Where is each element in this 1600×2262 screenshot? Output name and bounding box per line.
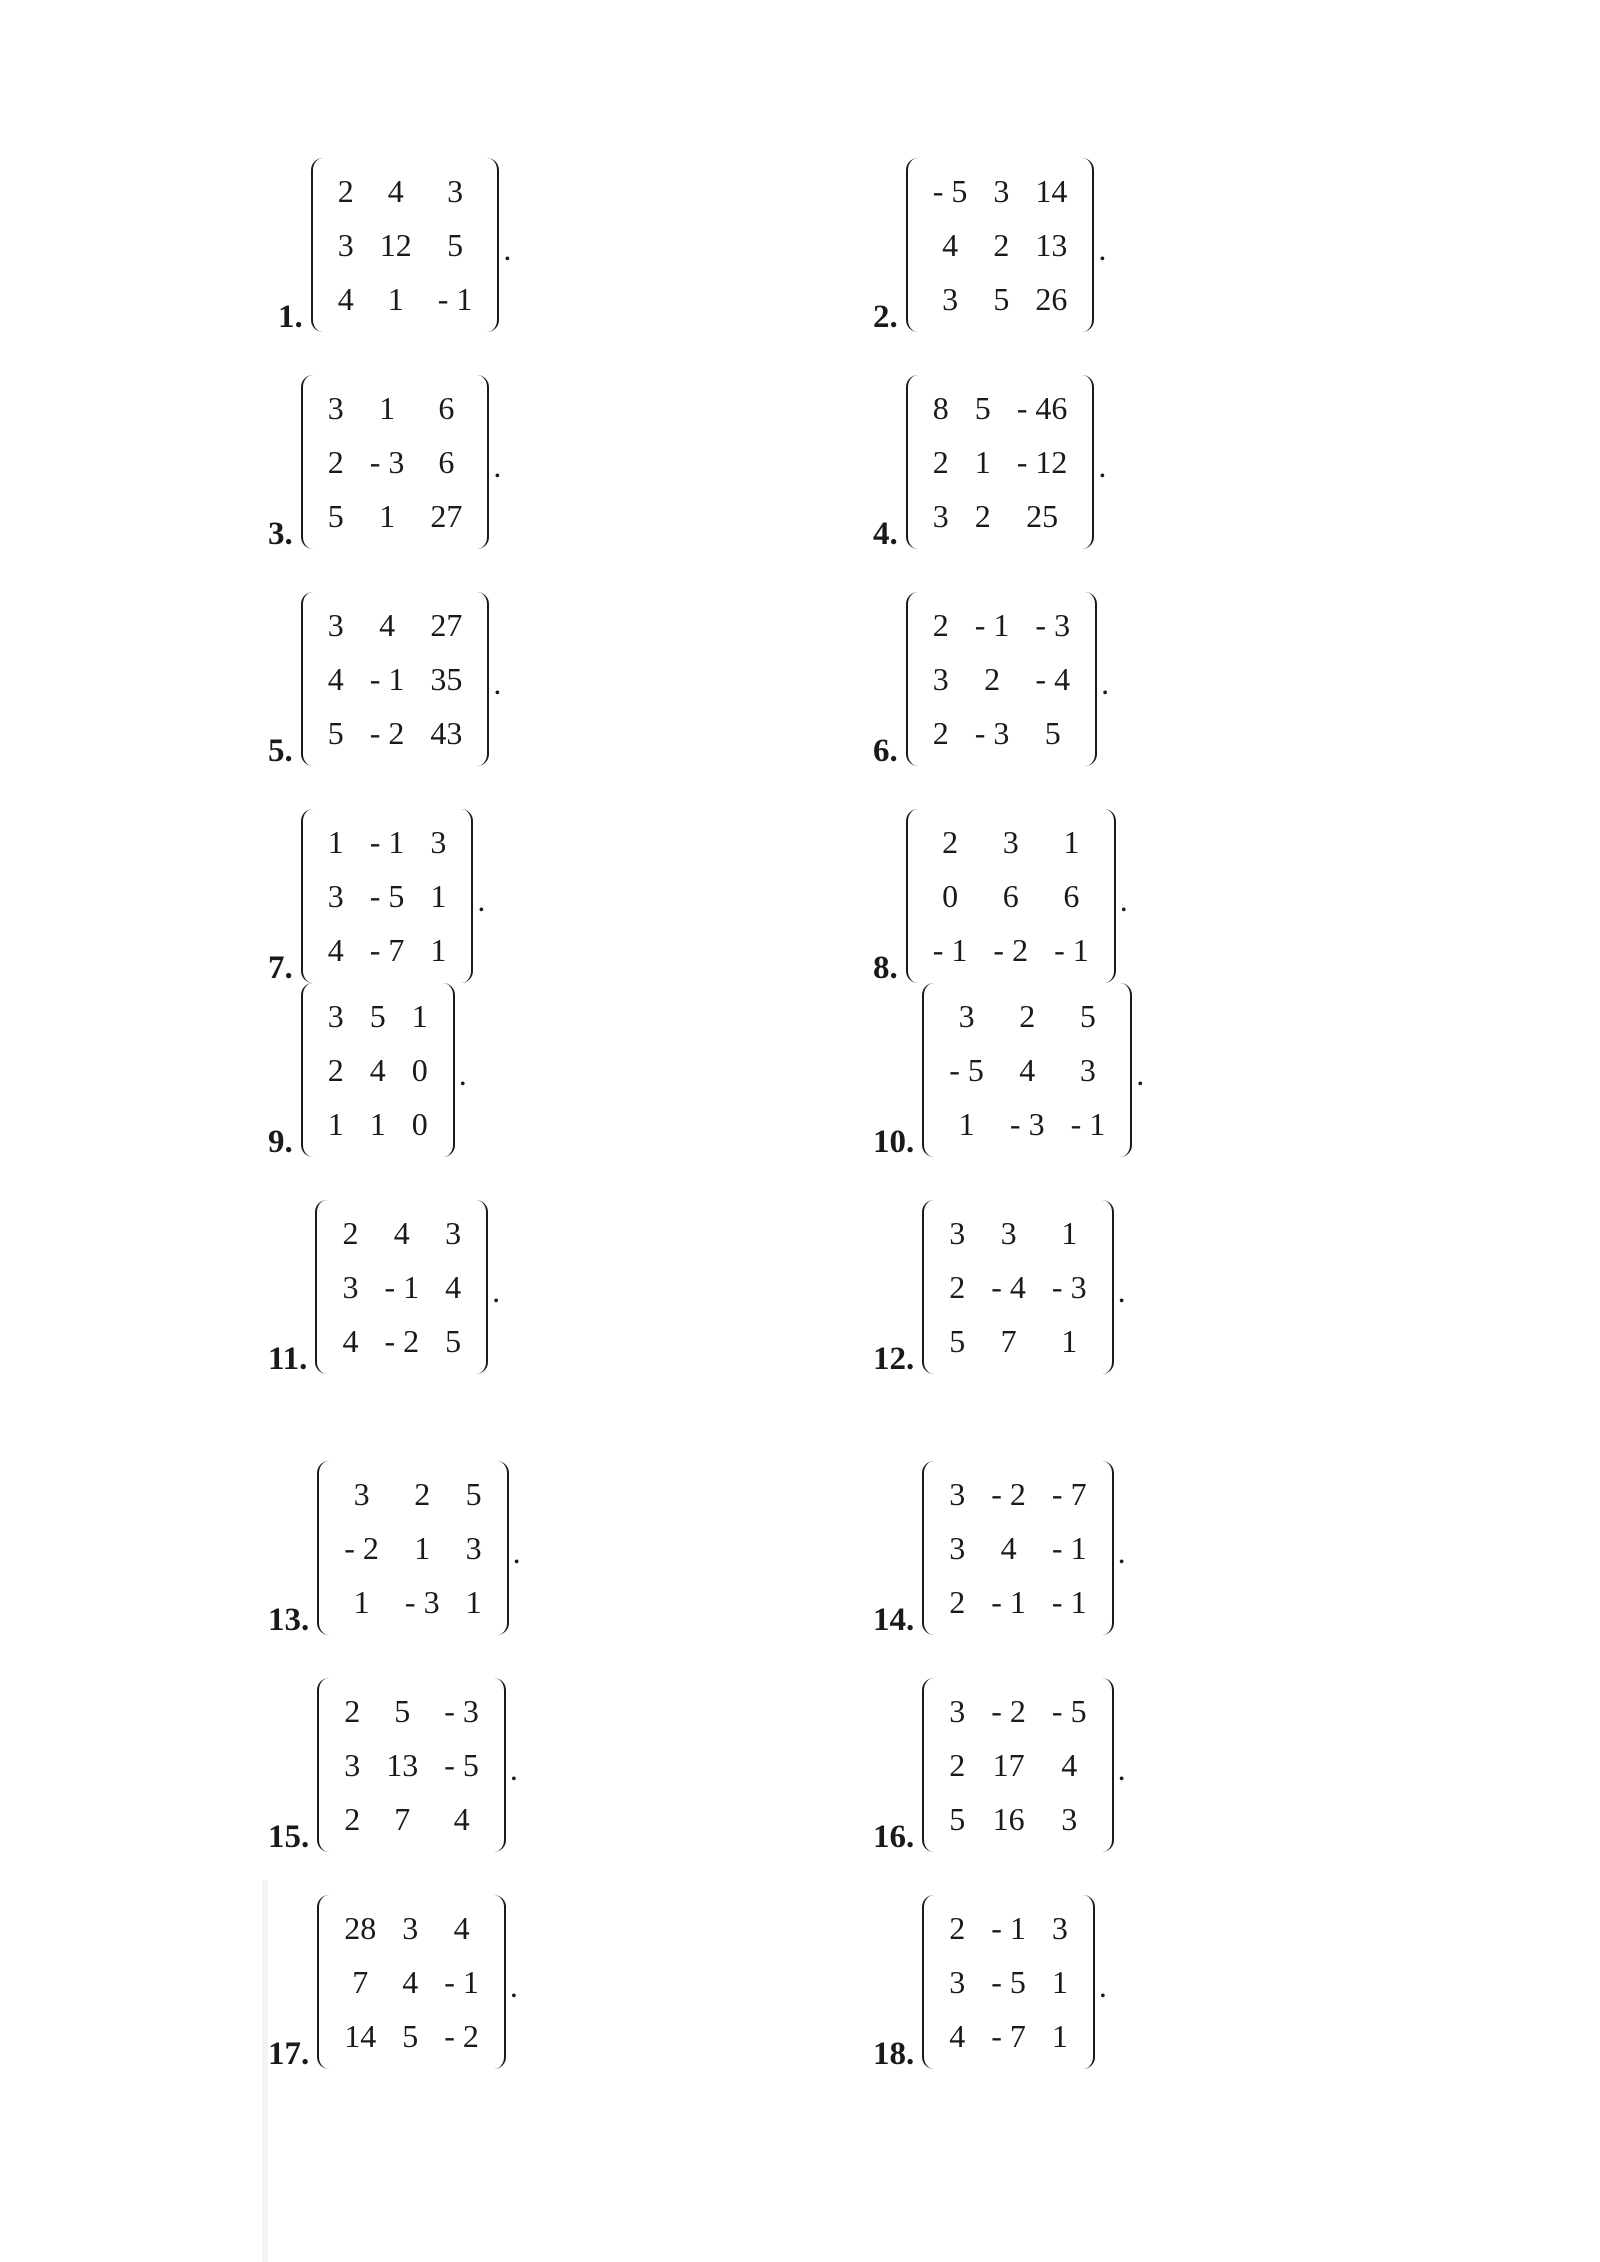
matrix-cell: 4: [445, 1268, 462, 1305]
matrix-cell: - 3: [1035, 606, 1071, 643]
matrix-cell: 2: [984, 660, 1001, 697]
matrix-cell: 2: [993, 226, 1010, 263]
problem-number: 7.: [268, 950, 293, 986]
matrix-cell: 2: [932, 714, 949, 751]
matrix-entries: [918, 375, 1083, 549]
matrix-cell: 4: [453, 1800, 470, 1837]
matrix-cell: 2: [949, 1909, 966, 1946]
problem-5: [268, 592, 502, 769]
problem-16: [873, 1678, 1126, 1855]
right-parenthesis: [1083, 1895, 1095, 2069]
matrix-cell: 3: [958, 997, 975, 1034]
matrix-cell: - 2: [369, 714, 405, 751]
problem-number: 4.: [873, 516, 898, 552]
problem-9: [268, 983, 467, 1160]
matrix-cell: 6: [438, 443, 455, 480]
matrix-cell: 14: [1035, 172, 1068, 209]
matrix-cell: 2: [932, 606, 949, 643]
matrix-cell: 2: [949, 1268, 966, 1305]
left-parenthesis: [311, 158, 323, 332]
matrix-cell: 5: [447, 226, 464, 263]
matrix-cell: - 3: [974, 714, 1010, 751]
right-parenthesis: [1102, 1678, 1114, 1852]
matrix-cell: 14: [344, 2017, 377, 2054]
matrix-cell: 27: [430, 497, 463, 534]
matrix-cell: - 5: [932, 172, 968, 209]
left-parenthesis: [317, 1678, 329, 1852]
matrix: [311, 158, 512, 332]
matrix-cell: 1: [430, 877, 447, 914]
matrix-entries: [329, 1461, 496, 1635]
problem-8: [873, 809, 1128, 986]
matrix-cell: 4: [402, 1963, 419, 2000]
problem-6: [873, 592, 1110, 769]
matrix-cell: 3: [445, 1214, 462, 1251]
period: .: [493, 447, 502, 484]
period: .: [1098, 447, 1107, 484]
matrix-cell: 4: [387, 172, 404, 209]
problem-number: 5.: [268, 733, 293, 769]
matrix-cell: - 2: [991, 1475, 1026, 1512]
matrix-cell: 3: [327, 877, 344, 914]
period: .: [1098, 230, 1107, 267]
matrix-cell: - 7: [1051, 1475, 1087, 1512]
problem-number: 13.: [268, 1602, 310, 1638]
matrix-cell: 1: [411, 997, 428, 1034]
matrix-cell: 8: [932, 389, 949, 426]
left-parenthesis: [906, 592, 918, 766]
matrix-cell: 3: [430, 823, 447, 860]
matrix-cell: 1: [1061, 1214, 1078, 1251]
right-parenthesis: [497, 1461, 509, 1635]
matrix: [906, 158, 1107, 332]
problem-3: [268, 375, 502, 552]
matrix-cell: 3: [949, 1692, 966, 1729]
left-parenthesis: [906, 375, 918, 549]
right-parenthesis: [494, 1895, 506, 2069]
right-parenthesis: [1102, 1200, 1114, 1374]
matrix-cell: 3: [949, 1475, 966, 1512]
period: .: [1136, 1055, 1145, 1092]
left-parenthesis: [922, 1200, 934, 1374]
matrix-cell: 1: [327, 823, 344, 860]
matrix-cell: 1: [379, 497, 396, 534]
matrix-cell: 13: [386, 1746, 419, 1783]
matrix-cell: 1: [1063, 823, 1080, 860]
matrix: [317, 1678, 518, 1852]
matrix: [906, 809, 1128, 983]
matrix-cell: 5: [949, 1322, 966, 1359]
problem-number: 18.: [873, 2036, 915, 2072]
problem-number: 8.: [873, 950, 898, 986]
matrix-cell: 5: [993, 280, 1010, 317]
matrix-cell: - 1: [437, 280, 473, 317]
matrix-cell: 26: [1035, 280, 1068, 317]
left-parenthesis: [906, 809, 918, 983]
matrix-cell: - 2: [993, 931, 1029, 968]
matrix: [906, 375, 1107, 549]
matrix: [922, 983, 1144, 1157]
matrix-cell: 3: [327, 389, 344, 426]
matrix-cell: - 5: [949, 1051, 984, 1088]
matrix-cell: 12: [379, 226, 412, 263]
matrix-cell: 3: [337, 226, 354, 263]
matrix-cell: 17: [992, 1746, 1025, 1783]
problem-4: [873, 375, 1107, 552]
matrix-entries: [329, 1678, 494, 1852]
left-parenthesis: [315, 1200, 327, 1374]
right-parenthesis: [494, 1678, 506, 1852]
matrix-cell: 35: [430, 660, 463, 697]
matrix-cell: 5: [1079, 997, 1096, 1034]
matrix-cell: 5: [949, 1800, 966, 1837]
matrix-cell: - 3: [404, 1583, 440, 1620]
matrix-cell: - 46: [1016, 389, 1068, 426]
matrix-cell: 7: [394, 1800, 411, 1837]
matrix-cell: 1: [430, 931, 447, 968]
matrix-cell: 1: [379, 389, 396, 426]
matrix-cell: 6: [1002, 877, 1019, 914]
matrix-cell: - 4: [991, 1268, 1026, 1305]
matrix-cell: - 2: [444, 2017, 479, 2054]
matrix-cell: 1: [414, 1529, 431, 1566]
matrix-cell: 4: [1019, 1051, 1036, 1088]
matrix-entries: [313, 809, 462, 983]
period: .: [1098, 1967, 1107, 2004]
matrix-cell: 5: [327, 497, 344, 534]
matrix-cell: 1: [1051, 2017, 1068, 2054]
matrix-cell: 5: [974, 389, 991, 426]
matrix-cell: 5: [369, 997, 386, 1034]
problem-10: [873, 983, 1145, 1160]
matrix-cell: 3: [1000, 1214, 1017, 1251]
period: .: [492, 1272, 501, 1309]
matrix-cell: - 1: [1051, 1529, 1087, 1566]
period: .: [1119, 881, 1128, 918]
matrix-cell: - 3: [1051, 1268, 1087, 1305]
matrix-cell: - 1: [974, 606, 1010, 643]
matrix: [922, 1461, 1125, 1635]
matrix-cell: 2: [414, 1475, 431, 1512]
matrix-cell: 3: [327, 606, 344, 643]
matrix-cell: 4: [949, 2017, 966, 2054]
period: .: [509, 1967, 518, 2004]
matrix-cell: 5: [465, 1475, 482, 1512]
matrix-cell: 3: [932, 660, 949, 697]
matrix-entries: [327, 1200, 476, 1374]
matrix-cell: 6: [1063, 877, 1080, 914]
left-parenthesis: [922, 983, 934, 1157]
right-parenthesis: [1082, 158, 1094, 332]
left-parenthesis: [922, 1895, 934, 2069]
left-parenthesis: [301, 809, 313, 983]
right-parenthesis: [477, 592, 489, 766]
matrix-cell: - 1: [369, 823, 405, 860]
matrix-cell: 25: [1026, 497, 1059, 534]
matrix-cell: 3: [993, 172, 1010, 209]
period: .: [1101, 664, 1110, 701]
matrix-cell: 3: [1002, 823, 1019, 860]
matrix: [301, 809, 486, 983]
problem-number: 6.: [873, 733, 898, 769]
matrix-cell: 3: [342, 1268, 359, 1305]
matrix-cell: 27: [430, 606, 463, 643]
right-parenthesis: [1104, 809, 1116, 983]
problem-number: 2.: [873, 299, 898, 335]
matrix-cell: - 3: [369, 443, 405, 480]
matrix-cell: - 1: [991, 1909, 1026, 1946]
period: .: [477, 881, 486, 918]
matrix: [301, 983, 467, 1157]
problem-15: [268, 1678, 518, 1855]
right-parenthesis: [443, 983, 455, 1157]
left-parenthesis: [906, 158, 918, 332]
problem-7: [268, 809, 486, 986]
matrix-entries: [934, 1895, 1083, 2069]
matrix-cell: 13: [1035, 226, 1068, 263]
matrix-cell: 4: [942, 226, 959, 263]
matrix: [922, 1200, 1125, 1374]
matrix-cell: - 5: [444, 1746, 479, 1783]
matrix-entries: [934, 1461, 1101, 1635]
matrix-cell: 4: [369, 1051, 386, 1088]
period: .: [1117, 1750, 1126, 1787]
matrix: [922, 1678, 1125, 1852]
matrix-cell: 2: [949, 1583, 966, 1620]
matrix-cell: 1: [369, 1105, 386, 1142]
matrix-entries: [918, 809, 1104, 983]
matrix-cell: - 12: [1016, 443, 1068, 480]
matrix: [317, 1461, 520, 1635]
period: .: [503, 230, 512, 267]
matrix-cell: - 1: [369, 660, 405, 697]
matrix-cell: 2: [942, 823, 959, 860]
matrix-cell: 43: [430, 714, 463, 751]
matrix-cell: 0: [942, 877, 959, 914]
period: .: [1117, 1272, 1126, 1309]
matrix-cell: 3: [949, 1963, 966, 2000]
matrix-cell: 3: [402, 1909, 419, 1946]
problem-17: [268, 1895, 518, 2072]
right-parenthesis: [1102, 1461, 1114, 1635]
problem-number: 15.: [268, 1819, 310, 1855]
problem-number: 3.: [268, 516, 293, 552]
problem-number: 1.: [278, 299, 303, 335]
left-parenthesis: [922, 1678, 934, 1852]
matrix-cell: 4: [453, 1909, 470, 1946]
matrix-cell: - 1: [932, 931, 968, 968]
left-parenthesis: [301, 592, 313, 766]
matrix-cell: - 4: [1035, 660, 1071, 697]
matrix-cell: 2: [949, 1746, 966, 1783]
matrix-cell: - 1: [384, 1268, 420, 1305]
matrix-cell: 2: [337, 172, 354, 209]
problem-11: [268, 1200, 501, 1377]
matrix-cell: 2: [974, 497, 991, 534]
matrix-cell: - 3: [1009, 1105, 1045, 1142]
left-parenthesis: [317, 1895, 329, 2069]
matrix: [317, 1895, 518, 2069]
matrix-cell: 6: [438, 389, 455, 426]
matrix-cell: - 2: [991, 1692, 1026, 1729]
problem-number: 14.: [873, 1602, 915, 1638]
matrix-cell: 2: [932, 443, 949, 480]
matrix-cell: 1: [353, 1583, 370, 1620]
matrix-cell: 4: [1000, 1529, 1017, 1566]
period: .: [458, 1055, 467, 1092]
problem-14: [873, 1461, 1126, 1638]
matrix: [301, 592, 502, 766]
matrix-cell: 2: [344, 1800, 361, 1837]
problem-number: 12.: [873, 1341, 915, 1377]
matrix: [301, 375, 502, 549]
matrix-cell: 2: [327, 443, 344, 480]
matrix-cell: 7: [352, 1963, 369, 2000]
matrix-entries: [918, 158, 1083, 332]
matrix-cell: 1: [1051, 1963, 1068, 2000]
matrix: [922, 1895, 1107, 2069]
matrix-cell: 0: [411, 1105, 428, 1142]
matrix-cell: 4: [327, 660, 344, 697]
matrix-cell: 3: [949, 1529, 966, 1566]
left-parenthesis: [301, 375, 313, 549]
matrix-cell: 7: [1000, 1322, 1017, 1359]
matrix-cell: - 2: [384, 1322, 420, 1359]
matrix-cell: 4: [327, 931, 344, 968]
matrix-cell: 5: [394, 1692, 411, 1729]
problem-1: [278, 158, 512, 335]
matrix-cell: 1: [327, 1105, 344, 1142]
matrix-cell: 4: [342, 1322, 359, 1359]
matrix-cell: 3: [447, 172, 464, 209]
matrix-cell: - 1: [1051, 1583, 1087, 1620]
matrix-cell: - 3: [444, 1692, 479, 1729]
matrix-entries: [329, 1895, 494, 2069]
problem-12: [873, 1200, 1126, 1377]
matrix-cell: 3: [1079, 1051, 1096, 1088]
matrix-cell: 4: [1061, 1746, 1078, 1783]
problem-2: [873, 158, 1107, 335]
left-parenthesis: [317, 1461, 329, 1635]
matrix-entries: [313, 983, 443, 1157]
matrix-cell: 0: [411, 1051, 428, 1088]
period: .: [509, 1750, 518, 1787]
matrix-cell: 3: [465, 1529, 482, 1566]
matrix-cell: 4: [379, 606, 396, 643]
matrix-cell: - 1: [1054, 931, 1089, 968]
matrix-cell: 16: [992, 1800, 1025, 1837]
matrix-cell: 3: [949, 1214, 966, 1251]
matrix-cell: 1: [1061, 1322, 1078, 1359]
matrix-cell: 4: [337, 280, 354, 317]
matrix-cell: 5: [327, 714, 344, 751]
matrix-cell: 5: [445, 1322, 462, 1359]
left-parenthesis: [301, 983, 313, 1157]
matrix-entries: [313, 592, 478, 766]
matrix-cell: 1: [465, 1583, 482, 1620]
right-parenthesis: [476, 1200, 488, 1374]
left-parenthesis: [922, 1461, 934, 1635]
matrix-cell: 1: [974, 443, 991, 480]
period: .: [1117, 1533, 1126, 1570]
matrix-cell: 3: [1061, 1800, 1078, 1837]
matrix-cell: - 5: [1051, 1692, 1087, 1729]
problem-13: [268, 1461, 521, 1638]
period: .: [512, 1533, 521, 1570]
problem-number: 9.: [268, 1124, 293, 1160]
problem-number: 17.: [268, 2036, 310, 2072]
matrix-cell: 5: [1044, 714, 1061, 751]
matrix-cell: 4: [393, 1214, 410, 1251]
matrix-entries: [934, 983, 1120, 1157]
matrix-entries: [918, 592, 1085, 766]
matrix-cell: - 5: [369, 877, 405, 914]
matrix-cell: 3: [1051, 1909, 1068, 1946]
matrix-cell: 3: [327, 997, 344, 1034]
matrix-cell: 1: [958, 1105, 975, 1142]
matrix: [315, 1200, 500, 1374]
matrix: [906, 592, 1109, 766]
problem-number: 16.: [873, 1819, 915, 1855]
matrix-cell: - 1: [991, 1583, 1026, 1620]
right-parenthesis: [1120, 983, 1132, 1157]
matrix-cell: - 7: [991, 2017, 1026, 2054]
right-parenthesis: [461, 809, 473, 983]
problem-number: 10.: [873, 1124, 915, 1160]
matrix-cell: 3: [942, 280, 959, 317]
matrix-cell: 3: [353, 1475, 370, 1512]
matrix-cell: - 1: [444, 1963, 479, 2000]
right-parenthesis: [487, 158, 499, 332]
matrix-cell: 2: [1019, 997, 1036, 1034]
matrix-cell: 2: [344, 1692, 361, 1729]
matrix-entries: [934, 1678, 1101, 1852]
matrix-cell: 1: [387, 280, 404, 317]
matrix-cell: 3: [932, 497, 949, 534]
matrix-cell: - 7: [369, 931, 405, 968]
matrix-cell: 2: [342, 1214, 359, 1251]
right-parenthesis: [1085, 592, 1097, 766]
right-parenthesis: [1082, 375, 1094, 549]
problem-18: [873, 1895, 1107, 2072]
period: .: [493, 664, 502, 701]
matrix-cell: 2: [327, 1051, 344, 1088]
matrix-entries: [934, 1200, 1101, 1374]
matrix-entries: [323, 158, 488, 332]
matrix-cell: - 5: [991, 1963, 1026, 2000]
matrix-cell: 5: [402, 2017, 419, 2054]
matrix-entries: [313, 375, 478, 549]
matrix-cell: - 2: [344, 1529, 379, 1566]
problem-number: 11.: [268, 1341, 308, 1377]
matrix-cell: 28: [344, 1909, 377, 1946]
matrix-cell: 3: [344, 1746, 361, 1783]
right-parenthesis: [477, 375, 489, 549]
matrix-cell: - 1: [1070, 1105, 1106, 1142]
